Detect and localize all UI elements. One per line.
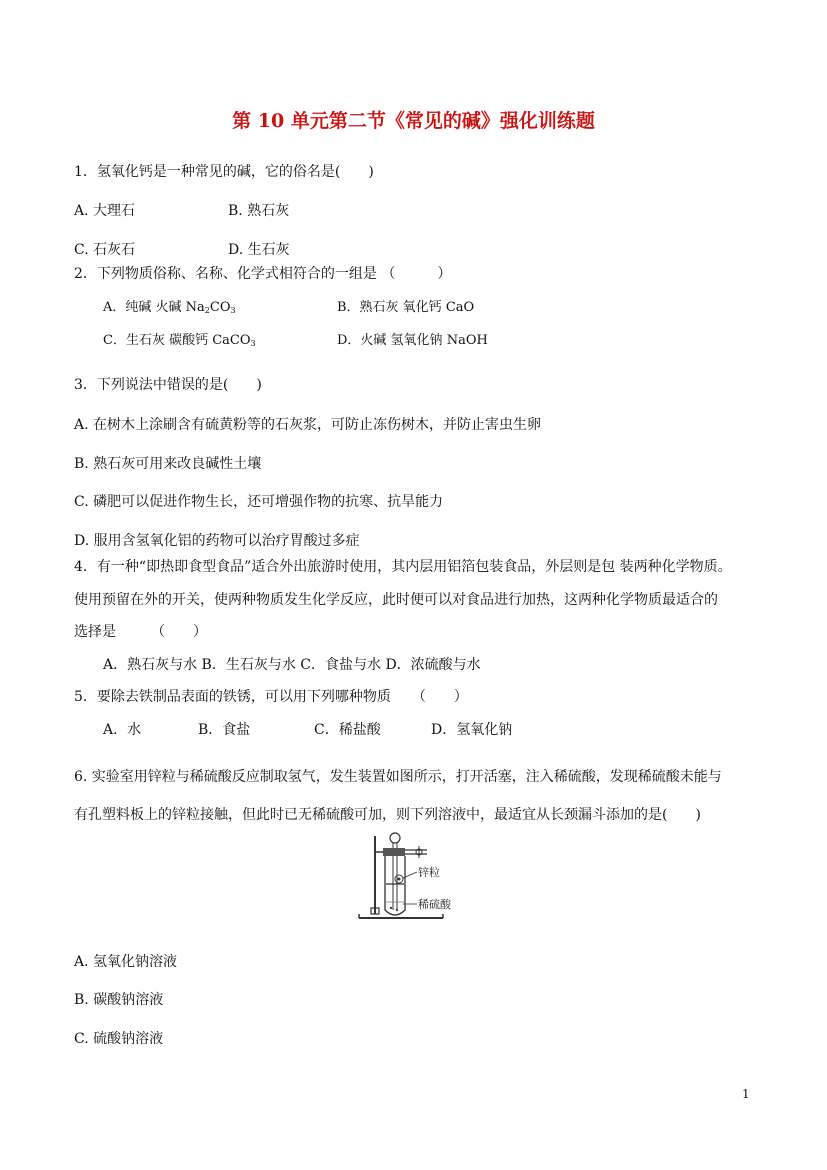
q5-option-b: B．食盐	[198, 722, 251, 738]
q1-option-b: B. 熟石灰	[228, 203, 290, 219]
q2-option-a-tail: CO	[209, 300, 231, 315]
q1-option-d: D. 生石灰	[228, 242, 290, 258]
q4-line-2: 使用预留在外的开关，使两种物质发生化学反应，此时便可以对食品进行加热，这两种化学物质最适合的	[74, 592, 718, 608]
page-number: 1	[742, 1087, 750, 1101]
q3-option-d: D. 服用含氢氧化铝的药物可以治疗胃酸过多症	[74, 533, 360, 549]
q6-option-a: A. 氢氧化钠溶液	[74, 954, 178, 970]
q3-option-b: B. 熟石灰可用来改良碱性土壤	[74, 456, 262, 472]
q6-line-2: 有孔塑料板上的锌粒接触，但此时已无稀硫酸可加，则下列溶液中，最适宜从长颈漏斗添加的是( )	[74, 807, 701, 823]
q2-option-a-text: A．纯碱 火碱 Na	[103, 300, 205, 315]
q1-stem: 1．氢氧化钙是一种常见的碱，它的俗名是( )	[74, 164, 374, 180]
q2-option-c-text: C．生石灰 碳酸钙 CaCO	[103, 333, 251, 348]
q3-stem: 3．下列说法中错误的是( )	[74, 377, 262, 393]
page-title: 第 10 单元第二节《常见的碱》强化训练题	[232, 110, 595, 132]
q5-stem: 5．要除去铁制品表面的铁锈，可以用下列哪种物质 （ ）	[74, 689, 468, 705]
q2-option-a-subscript: 2	[204, 306, 210, 315]
q6-line-1: 6. 实验室用锌粒与稀硫酸反应制取氢气，发生装置如图所示，打开活塞，注入稀硫酸，发现稀硫酸未能与	[74, 769, 722, 785]
hydrogen-generator-apparatus-figure	[355, 830, 465, 922]
q4-line-3: 选择是 （ ）	[74, 624, 207, 640]
q3-option-c: C. 磷肥可以促进作物生长，还可增强作物的抗寒、抗旱能力	[74, 494, 444, 510]
q2-option-c	[103, 331, 256, 354]
q4-line-1: 4．有一种“即热即食型食品”适合外出旅游时使用，其内层用铝箔包装食品，外层则是包 装两种化学物质。	[74, 559, 732, 575]
q3-option-a: A. 在树木上涂刷含有硫黄粉等的石灰浆，可防止冻伤树木，并防止害虫生卵	[74, 417, 542, 433]
q4-options: A．熟石灰与水 B．生石灰与水 C．食盐与水 D．浓硫酸与水	[103, 657, 481, 673]
q5-option-a: A．水	[103, 722, 142, 738]
q2-option-c-subscript: 3	[250, 339, 256, 348]
zinc-label: 锌粒	[418, 866, 440, 879]
q1-option-a: A. 大理石	[74, 203, 136, 219]
q2-option-d: D．火碱 氢氧化钠 NaOH	[337, 333, 488, 348]
q1-option-c: C. 石灰石	[74, 242, 136, 258]
q2-stem: 2．下列物质俗称、名称、化学式相符合的一组是 （ ）	[74, 266, 452, 282]
q5-option-c: C．稀盐酸	[314, 722, 381, 738]
q5-option-d: D．氢氧化钠	[431, 722, 513, 738]
q2-option-a	[103, 298, 236, 321]
dilute-sulfuric-acid-label: 稀硫酸	[418, 898, 451, 911]
q2-option-b: B．熟石灰 氧化钙 CaO	[337, 300, 475, 315]
q6-option-b: B. 碳酸钠溶液	[74, 992, 164, 1008]
q6-option-c: C. 硫酸钠溶液	[74, 1031, 164, 1047]
q2-option-a-subscript-2: 3	[230, 306, 236, 315]
